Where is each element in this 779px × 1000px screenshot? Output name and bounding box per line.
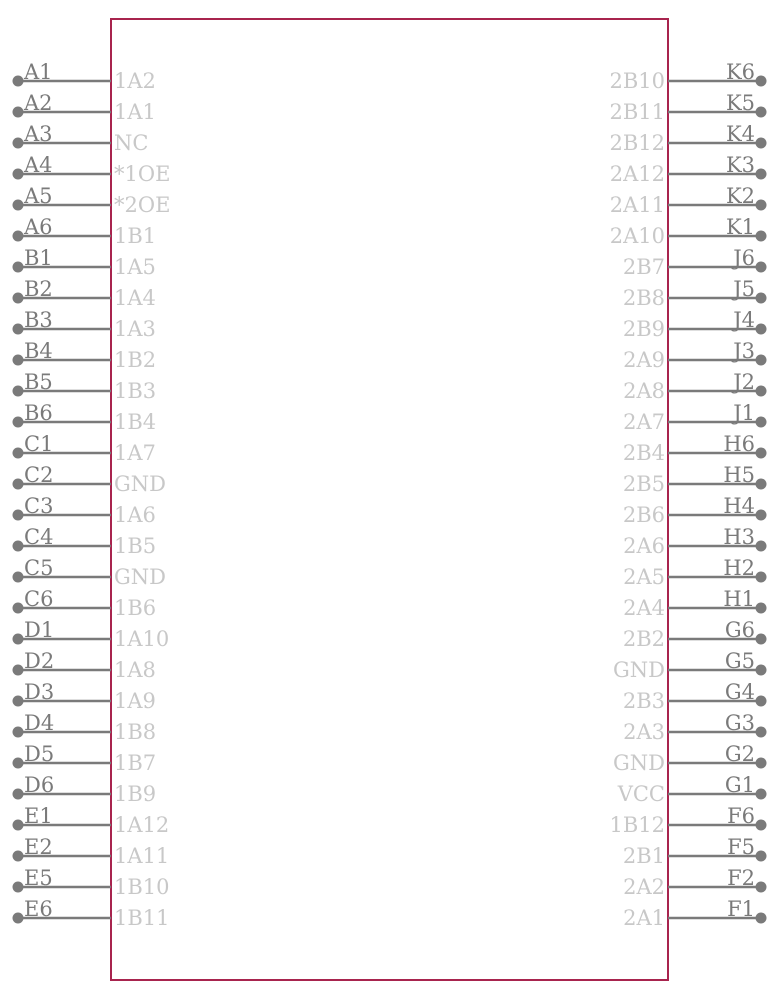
pin-endpoint-dot <box>756 727 767 738</box>
pin-number: K1 <box>725 215 755 239</box>
pin-endpoint-dot <box>756 107 767 118</box>
pin-endpoint-dot <box>756 820 767 831</box>
pin-name: 1B3 <box>114 379 157 403</box>
pin-endpoint-dot <box>756 324 767 335</box>
pin-name: 1A11 <box>114 844 170 868</box>
pin-name: 2A10 <box>609 224 665 248</box>
pin-number: B3 <box>24 308 53 332</box>
pin-name: 2B5 <box>622 472 665 496</box>
pin-B6 <box>13 401 157 434</box>
pin-name: *2OE <box>114 193 171 217</box>
pin-D2 <box>13 649 156 682</box>
pin-number: A3 <box>24 122 53 146</box>
pin-G6 <box>623 618 767 651</box>
pin-endpoint-dot <box>13 231 24 242</box>
pin-endpoint-dot <box>756 851 767 862</box>
pin-number: B6 <box>24 401 53 425</box>
pin-F5 <box>623 835 767 868</box>
pin-A4 <box>13 153 171 186</box>
pin-name: 2B1 <box>622 844 665 868</box>
pin-G3 <box>623 711 766 744</box>
pin-name: NC <box>114 131 149 155</box>
pin-endpoint-dot <box>13 76 24 87</box>
pin-endpoint-dot <box>756 262 767 273</box>
pin-endpoint-dot <box>13 262 24 273</box>
pin-name: 1B4 <box>114 410 157 434</box>
pin-B4 <box>13 339 157 372</box>
pin-H4 <box>623 494 767 527</box>
pin-endpoint-dot <box>756 696 767 707</box>
pin-D5 <box>13 742 157 775</box>
pin-endpoint-dot <box>13 510 24 521</box>
pin-K1 <box>610 215 767 248</box>
pin-name: 1A3 <box>114 317 156 341</box>
pin-name: 2B8 <box>622 286 665 310</box>
pin-name: 1B1 <box>114 224 157 248</box>
pin-endpoint-dot <box>13 324 24 335</box>
pin-name: 1A8 <box>114 658 156 682</box>
pin-name: *1OE <box>114 162 171 186</box>
pin-G4 <box>623 680 767 713</box>
pin-name: 1B9 <box>114 782 157 806</box>
pin-A6 <box>13 215 157 248</box>
pin-A2 <box>13 91 156 124</box>
pin-name: 1B2 <box>114 348 157 372</box>
pin-number: K6 <box>725 60 755 84</box>
pin-number: B1 <box>24 246 53 270</box>
pin-C5 <box>13 556 167 589</box>
pin-endpoint-dot <box>13 169 24 180</box>
pin-E1 <box>13 804 170 837</box>
pin-endpoint-dot <box>13 851 24 862</box>
pin-number: D2 <box>24 649 55 673</box>
pin-endpoint-dot <box>756 634 767 645</box>
pin-name: 1B5 <box>114 534 157 558</box>
pin-name: 1B7 <box>114 751 157 775</box>
pin-A3 <box>13 122 149 155</box>
pin-B1 <box>13 246 156 279</box>
pin-E5 <box>13 866 170 899</box>
pin-G1 <box>617 773 767 806</box>
pin-number: A5 <box>24 184 53 208</box>
pin-D6 <box>13 773 157 806</box>
pin-name: 1A2 <box>114 69 156 93</box>
pin-name: 2A8 <box>623 379 665 403</box>
pin-endpoint-dot <box>13 727 24 738</box>
pin-endpoint-dot <box>756 417 767 428</box>
pin-name: VCC <box>617 782 665 806</box>
pin-name: 2B4 <box>622 441 665 465</box>
pin-name: 2A11 <box>609 193 665 217</box>
pin-name: 2A7 <box>623 410 665 434</box>
pin-endpoint-dot <box>756 510 767 521</box>
pin-J5 <box>623 277 767 310</box>
pin-name: 2B12 <box>609 131 665 155</box>
pin-name: 2B2 <box>622 627 665 651</box>
pin-name: 2B10 <box>609 69 665 93</box>
pin-name: 2A6 <box>623 534 665 558</box>
pin-name: 1A6 <box>114 503 156 527</box>
pin-endpoint-dot <box>13 355 24 366</box>
pin-J6 <box>623 246 767 279</box>
pin-J2 <box>623 370 766 403</box>
pin-number: E6 <box>24 897 53 921</box>
pin-number: H6 <box>723 432 755 456</box>
pin-number: E5 <box>24 866 53 890</box>
pin-number: B2 <box>24 277 53 301</box>
pin-D4 <box>13 711 157 744</box>
pin-number: C4 <box>24 525 54 549</box>
pin-name: 1A10 <box>114 627 170 651</box>
pin-number: B4 <box>24 339 53 363</box>
pin-number: F5 <box>727 835 755 859</box>
pin-endpoint-dot <box>756 541 767 552</box>
pin-number: F2 <box>727 866 755 890</box>
pin-number: C5 <box>24 556 54 580</box>
pin-F1 <box>623 897 766 930</box>
pin-number: H1 <box>723 587 755 611</box>
pin-D1 <box>13 618 170 651</box>
pin-name: 1A4 <box>114 286 156 310</box>
pin-name: 1B6 <box>114 596 157 620</box>
pin-A1 <box>13 60 156 93</box>
pin-endpoint-dot <box>13 820 24 831</box>
pin-H6 <box>623 432 767 465</box>
pin-number: J3 <box>733 339 755 363</box>
pin-endpoint-dot <box>13 789 24 800</box>
pin-endpoint-dot <box>756 665 767 676</box>
pin-name: 1A12 <box>114 813 170 837</box>
pin-endpoint-dot <box>13 758 24 769</box>
pin-endpoint-dot <box>756 169 767 180</box>
pin-number: J2 <box>733 370 755 394</box>
pin-number: K4 <box>725 122 755 146</box>
pin-D3 <box>13 680 156 713</box>
pin-endpoint-dot <box>13 603 24 614</box>
pin-name: 1A5 <box>114 255 156 279</box>
pin-H2 <box>623 556 766 589</box>
pin-name: 2A9 <box>623 348 665 372</box>
pin-name: 2A5 <box>623 565 665 589</box>
pin-endpoint-dot <box>13 386 24 397</box>
pin-number: B5 <box>24 370 53 394</box>
pin-K5 <box>609 91 766 124</box>
pin-E2 <box>13 835 170 868</box>
pin-endpoint-dot <box>13 665 24 676</box>
pin-H1 <box>623 587 766 620</box>
pin-number: H3 <box>723 525 755 549</box>
pin-G5 <box>613 649 767 682</box>
pin-K6 <box>609 60 766 93</box>
pin-number: D3 <box>24 680 55 704</box>
pin-number: J1 <box>733 401 755 425</box>
pin-endpoint-dot <box>13 882 24 893</box>
ic-body-outline <box>111 19 668 980</box>
pin-number: G2 <box>724 742 755 766</box>
right-pin-group <box>609 60 766 930</box>
pin-B5 <box>13 370 157 403</box>
pin-name: 2B6 <box>622 503 665 527</box>
pin-number: D1 <box>24 618 55 642</box>
pin-endpoint-dot <box>13 913 24 924</box>
pin-name: 2B9 <box>622 317 665 341</box>
pin-number: F6 <box>727 804 755 828</box>
pin-endpoint-dot <box>756 138 767 149</box>
pin-endpoint-dot <box>13 448 24 459</box>
pin-number: G3 <box>724 711 755 735</box>
pin-number: A2 <box>24 91 53 115</box>
pin-name: GND <box>613 658 665 682</box>
pin-B2 <box>13 277 156 310</box>
pin-C4 <box>13 525 157 558</box>
pin-J1 <box>623 401 766 434</box>
pin-endpoint-dot <box>756 231 767 242</box>
pin-name: 1B11 <box>114 906 170 930</box>
pin-number: G4 <box>724 680 755 704</box>
pin-name: 1B12 <box>609 813 665 837</box>
pin-name: 2A3 <box>623 720 665 744</box>
pin-number: F1 <box>727 897 755 921</box>
pin-F2 <box>623 866 766 899</box>
pin-E6 <box>13 897 170 930</box>
pin-number: C3 <box>24 494 54 518</box>
pin-number: A4 <box>24 153 53 177</box>
pin-A5 <box>13 184 171 217</box>
pin-number: C6 <box>24 587 54 611</box>
pin-name: 2A2 <box>623 875 665 899</box>
pin-C3 <box>13 494 156 527</box>
pin-endpoint-dot <box>756 882 767 893</box>
pin-endpoint-dot <box>756 758 767 769</box>
pin-K4 <box>609 122 766 155</box>
pin-number: D6 <box>24 773 55 797</box>
pin-endpoint-dot <box>13 138 24 149</box>
pin-number: E1 <box>24 804 53 828</box>
pin-endpoint-dot <box>756 355 767 366</box>
pin-endpoint-dot <box>756 293 767 304</box>
pin-K3 <box>610 153 767 186</box>
pin-endpoint-dot <box>756 603 767 614</box>
pin-J4 <box>623 308 767 341</box>
pin-name: GND <box>613 751 665 775</box>
pin-J3 <box>623 339 766 372</box>
pin-F6 <box>609 804 766 837</box>
pin-H5 <box>623 463 767 496</box>
pin-number: C1 <box>24 432 54 456</box>
pin-number: D4 <box>24 711 55 735</box>
pin-name: GND <box>114 472 166 496</box>
pin-name: 2B11 <box>609 100 665 124</box>
pin-number: E2 <box>24 835 53 859</box>
pin-number: K5 <box>725 91 755 115</box>
pin-name: 2A1 <box>623 906 665 930</box>
pin-endpoint-dot <box>13 417 24 428</box>
pin-number: J5 <box>733 277 755 301</box>
pin-endpoint-dot <box>13 293 24 304</box>
pin-endpoint-dot <box>756 479 767 490</box>
pin-endpoint-dot <box>13 200 24 211</box>
left-pin-group <box>13 60 171 930</box>
pin-name: 1A9 <box>114 689 156 713</box>
pin-H3 <box>623 525 766 558</box>
pin-number: G5 <box>724 649 755 673</box>
pin-endpoint-dot <box>13 572 24 583</box>
pin-number: K2 <box>725 184 755 208</box>
pin-K2 <box>610 184 767 217</box>
pin-name: 1A7 <box>114 441 156 465</box>
pin-endpoint-dot <box>13 479 24 490</box>
pin-C2 <box>13 463 167 496</box>
pin-endpoint-dot <box>13 696 24 707</box>
pin-G2 <box>613 742 767 775</box>
pin-name: 1B10 <box>114 875 170 899</box>
pin-name: 1A1 <box>114 100 156 124</box>
pin-name: 2A12 <box>609 162 665 186</box>
pin-endpoint-dot <box>756 448 767 459</box>
pin-number: C2 <box>24 463 54 487</box>
pin-endpoint-dot <box>13 634 24 645</box>
pin-number: H5 <box>723 463 755 487</box>
pin-number: H2 <box>723 556 755 580</box>
pin-endpoint-dot <box>756 913 767 924</box>
pin-number: A6 <box>24 215 53 239</box>
pin-endpoint-dot <box>756 789 767 800</box>
pin-name: 2B3 <box>622 689 665 713</box>
pin-name: 2B7 <box>622 255 665 279</box>
pin-name: 1B8 <box>114 720 157 744</box>
pin-endpoint-dot <box>756 572 767 583</box>
pin-number: A1 <box>24 60 53 84</box>
pin-number: K3 <box>725 153 755 177</box>
pin-number: J4 <box>733 308 755 332</box>
pin-name: GND <box>114 565 166 589</box>
pin-C6 <box>13 587 157 620</box>
pin-endpoint-dot <box>13 541 24 552</box>
pin-number: D5 <box>24 742 55 766</box>
pin-number: G1 <box>724 773 755 797</box>
pin-number: J6 <box>733 246 755 270</box>
pin-endpoint-dot <box>756 200 767 211</box>
pin-C1 <box>13 432 156 465</box>
pin-B3 <box>13 308 156 341</box>
pin-endpoint-dot <box>756 76 767 87</box>
pin-number: G6 <box>724 618 755 642</box>
pin-endpoint-dot <box>756 386 767 397</box>
pin-endpoint-dot <box>13 107 24 118</box>
pin-name: 2A4 <box>623 596 665 620</box>
pin-number: H4 <box>723 494 755 518</box>
